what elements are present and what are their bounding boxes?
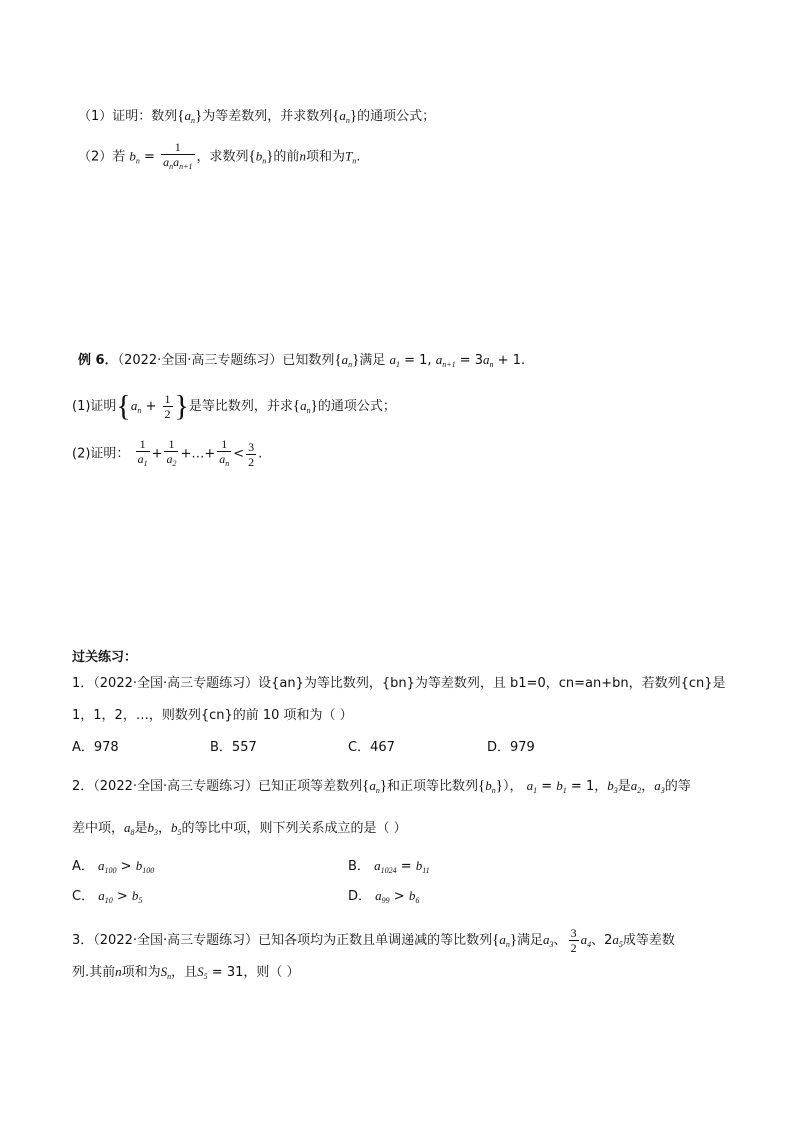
part1-q2-text-a: （2）若: [78, 149, 126, 165]
p2-text-b: 和正项等比数列: [387, 779, 479, 794]
part1-q2-text-b: ，求数列: [196, 149, 249, 165]
example6-q2-end: .: [258, 446, 263, 462]
example6-q2: (2)证明： $\frac{1}{a_1}$ + $\frac{1}{a_2}$ +…+ $\frac{1}{a_n}$ < $\frac{3}{2}$ .: [72, 437, 262, 471]
fraction-three-halves-p3: $\frac{3}{2}$: [570, 926, 577, 955]
fraction-1-over-a1: $\frac{1}{a_1}$: [136, 437, 150, 471]
practice-p3-line2: 列.其前n项和为$S_n$，且$S_5 = 31$，则（ ）: [72, 964, 300, 981]
p1-option-d: D．979: [487, 740, 535, 755]
p3-text-a: 3．（2022·全国·高三专题练习）已知各项均为正数且单调递减的等比数列: [72, 933, 493, 948]
fraction-one-half: $\frac{1}{2}$: [164, 392, 171, 421]
p3-line2-text-c: ，且: [171, 965, 198, 980]
p3-line2-text-d: ，则（ ）: [243, 965, 300, 980]
fraction-1-over-a2: $\frac{1}{a_2}$: [164, 437, 178, 471]
p2-line2-text-d: 的等比中项，则下列关系成立的是（ ）: [181, 821, 407, 836]
p2-text-e: 是: [617, 779, 631, 794]
example6-statement: 例 6．（2022·全国·高三专题练习）已知数列$\{a_n\}$满足 $a_1 = 1$, $a_{n+1} = 3a_n + 1$.: [78, 352, 526, 369]
example6-label: 例 6．: [78, 353, 118, 368]
example6-q1-text-c: 的通项公式；: [317, 399, 396, 414]
part1-q2-text-d: 项和为: [305, 149, 345, 165]
p2-option-d-label: D．: [348, 889, 372, 904]
fraction-1-over-an: $\frac{1}{a_n}$: [217, 437, 231, 471]
part1-q1-text-a: （1）证明：数列: [78, 109, 178, 124]
part1-q2: （2）若 $b_n$ = $\frac{1}{a_na_{n+1}}$ ，求数列$\{b_n\}$的前n项和为$T_n$.: [78, 140, 360, 174]
p2-option-c-label: C．: [72, 889, 95, 904]
p2-option-a: A． $a_{100} > b_{100}$: [72, 858, 155, 875]
p3-text-d: 、: [591, 933, 605, 948]
example6-q1: (1)证明{$a_n$ + $\frac{1}{2}$ }是等比数列，并求$\{a_n\}$的通项公式；: [72, 389, 396, 423]
p2-option-b-label: B．: [348, 859, 370, 874]
example6-source: （2022·全国·高三专题练习）已知数列: [117, 353, 335, 368]
example6-q1-text-b: 是等比数列，并求: [188, 399, 293, 414]
p2-line2-text-a: 差中项，: [72, 821, 125, 836]
p1-option-c: C．467: [348, 740, 395, 755]
p1-option-a: A．978: [72, 740, 119, 755]
p3-line2-text-a: 列.其前: [72, 965, 116, 980]
part1-q2-text-c: 的前: [273, 149, 300, 165]
p2-text-d: ，: [594, 779, 608, 794]
p3-text-b: 满足: [517, 933, 544, 948]
part1-q1-text-c: 的通项公式；: [357, 109, 436, 124]
practice-p2-line2: 差中项，$a_8$是$b_3$，$b_5$的等比中项，则下列关系成立的是（ ）: [72, 820, 407, 837]
example6-mid: 满足: [359, 353, 386, 368]
p2-option-a-label: A．: [72, 859, 94, 874]
p2-option-d: D． $a_{99} > b_6$: [348, 888, 420, 905]
practice-p1-line2: 1，1，2，…，则数列{cn}的前 10 项和为（ ）: [72, 708, 353, 723]
p2-text-a: 2．（2022·全国·高三专题练习）已知正项等差数列: [72, 779, 363, 794]
practice-p2-line1: 2．（2022·全国·高三专题练习）已知正项等差数列$\{a_n\}$和正项等比数列$\{b_n\}$）， $a_1 = b_1 = 1$，$b_3$是$a_2$，$a_3$的等: [72, 778, 691, 795]
part1-q2-end: .: [356, 149, 361, 165]
p1-option-b: B．557: [210, 740, 257, 755]
p2-text-g: 的等: [664, 779, 691, 794]
p3-line2-text-b: 项和为: [121, 965, 161, 980]
example6-q1-text-a: (1)证明: [72, 399, 117, 414]
p2-option-b: B． $a_{1024} = b_{11}$: [348, 858, 430, 875]
p2-text-c: ），: [502, 779, 523, 794]
p2-line2-text-c: ，: [158, 821, 172, 836]
p2-line2-text-b: 是: [134, 821, 148, 836]
p2-text-f: ，: [641, 779, 655, 794]
fraction-three-halves: $\frac{3}{2}$: [248, 439, 255, 469]
p3-text-e: 成等差数: [622, 933, 675, 948]
p2-option-c: C． $a_{10} > b_5$: [72, 888, 143, 905]
p3-text-c: 、: [553, 933, 567, 948]
part1-q1: （1）证明：数列$\{a_n\}$为等差数列，并求数列$\{a_n\}$的通项公式；: [78, 108, 436, 125]
part1-q1-text-b: 为等差数列，并求数列: [202, 109, 333, 124]
practice-p3-line1: 3．（2022·全国·高三专题练习）已知各项均为正数且单调递减的等比数列$\{a_n\}$满足$a_3$、 $\frac{3}{2}$ $a_4$、$2a_5$成等差数: [72, 926, 675, 955]
example6-q2-text-a: (2)证明：: [72, 446, 130, 462]
fraction-1-over-an-an1: $\frac{1}{a_na_{n+1}}$: [161, 140, 194, 174]
practice-heading: 过关练习：: [72, 650, 138, 665]
practice-p1-line1: 1．（2022·全国·高三专题练习）设{an}为等比数列，{bn}为等差数列，且 b1=0，cn=an+bn，若数列{cn}是: [72, 676, 726, 691]
